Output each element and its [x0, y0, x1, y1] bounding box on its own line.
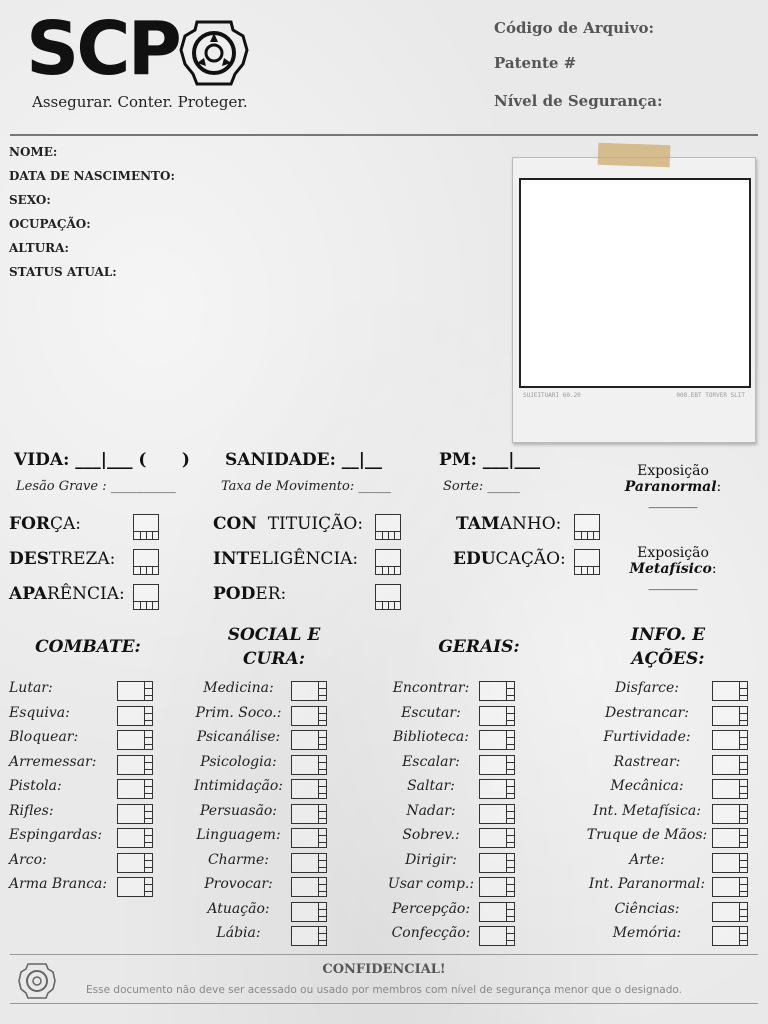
vida-field: VIDA: ___|___ ( ) — [14, 450, 190, 470]
skill-label-gerais: Nadar: — [406, 803, 456, 819]
status-label: STATUS ATUAL: — [9, 265, 117, 279]
skill-label-combate: Esquiva: — [9, 705, 70, 721]
skill-box-combate[interactable] — [117, 853, 153, 873]
photo-caption-left: SUJEITUARI 60.20 — [523, 392, 581, 399]
confidential-text: Esse documento não deve ser acessado ou usado por membros com nível de segurança menor que o designado. — [86, 984, 682, 996]
skill-label-social: Atuação: — [207, 901, 270, 917]
pm-field: PM: ___|___ — [439, 450, 540, 470]
skill-label-social: Charme: — [207, 852, 270, 868]
skill-box-info[interactable] — [712, 828, 748, 848]
skill-label-social: Intimidação: — [193, 778, 284, 794]
luck-field: Sorte: _____ — [443, 479, 520, 494]
skill-box-gerais[interactable] — [479, 730, 515, 750]
destreza-box[interactable] — [133, 549, 159, 575]
skill-box-gerais[interactable] — [479, 804, 515, 824]
photo-caption-right: 008.EBT TORVER SLIT — [676, 392, 745, 399]
security-level-label: Nível de Segurança: — [494, 92, 663, 110]
skill-box-combate[interactable] — [117, 730, 153, 750]
aparencia-label: APARÊNCIA: — [9, 584, 125, 604]
confidential-title: CONFIDENCIAL! — [322, 962, 446, 977]
inteligencia-label: INTELIGÊNCIA: — [213, 549, 359, 569]
skill-box-gerais[interactable] — [479, 706, 515, 726]
skill-label-combate: Arremessar: — [9, 754, 97, 770]
skill-label-social: Medicina: — [203, 680, 274, 696]
skill-label-info: Arte: — [629, 852, 665, 868]
skill-box-social[interactable] — [291, 828, 327, 848]
skill-label-social: Persuasão: — [200, 803, 277, 819]
sanidade-field: SANIDADE: __|__ — [225, 450, 382, 470]
skill-label-gerais: Dirigir: — [405, 852, 457, 868]
skill-box-combate[interactable] — [117, 706, 153, 726]
forca-box[interactable] — [133, 514, 159, 540]
tagline: Assegurar. Conter. Proteger. — [32, 93, 248, 111]
skill-box-gerais[interactable] — [479, 755, 515, 775]
skill-box-social[interactable] — [291, 681, 327, 701]
skill-box-combate[interactable] — [117, 755, 153, 775]
skill-label-social: Linguagem: — [196, 827, 281, 843]
skill-box-gerais[interactable] — [479, 779, 515, 799]
skill-label-combate: Arco: — [9, 852, 47, 868]
exposure-metafisico: Exposição Metafísico: _______ — [629, 545, 717, 591]
tape-strip — [598, 143, 671, 167]
skill-box-gerais[interactable] — [479, 902, 515, 922]
skill-box-social[interactable] — [291, 902, 327, 922]
skill-label-social: Provocar: — [204, 876, 273, 892]
skill-box-info[interactable] — [712, 730, 748, 750]
skill-label-info: Int. Paranormal: — [588, 876, 706, 892]
skill-label-combate: Lutar: — [9, 680, 53, 696]
skill-box-info[interactable] — [712, 853, 748, 873]
birth-date-label: DATA DE NASCIMENTO: — [9, 169, 175, 183]
skill-label-info: Furtividade: — [603, 729, 691, 745]
poder-label: PODER: — [213, 584, 287, 604]
skill-label-gerais: Confecção: — [391, 925, 471, 941]
skill-label-combate: Arma Branca: — [9, 876, 108, 892]
skill-label-gerais: Percepção: — [391, 901, 471, 917]
skill-label-combate: Pistola: — [9, 778, 62, 794]
skill-label-gerais: Escutar: — [401, 705, 461, 721]
educacao-box[interactable] — [574, 549, 600, 575]
skill-box-combate[interactable] — [117, 779, 153, 799]
skill-box-info[interactable] — [712, 779, 748, 799]
skill-box-info[interactable] — [712, 681, 748, 701]
skill-label-gerais: Sobrev.: — [402, 827, 460, 843]
skill-box-social[interactable] — [291, 706, 327, 726]
sex-label: SEXO: — [9, 193, 51, 207]
skill-box-social[interactable] — [291, 853, 327, 873]
skill-box-social[interactable] — [291, 804, 327, 824]
skill-box-info[interactable] — [712, 877, 748, 897]
skill-box-info[interactable] — [712, 804, 748, 824]
skill-label-gerais: Encontrar: — [392, 680, 470, 696]
skill-label-info: Destrancar: — [605, 705, 689, 721]
skill-box-gerais[interactable] — [479, 681, 515, 701]
tamanho-label: TAMANHO: — [456, 514, 562, 534]
lesao-grave-field: Lesão Grave : __________ — [16, 479, 176, 494]
skill-label-social: Psicanálise: — [196, 729, 281, 745]
scp-logo-text: SCP — [26, 6, 179, 92]
skill-box-combate[interactable] — [117, 804, 153, 824]
skill-box-combate[interactable] — [117, 681, 153, 701]
footer-divider-bottom — [10, 1003, 758, 1004]
skill-label-combate: Espingardas: — [9, 827, 103, 843]
educacao-label: EDUCAÇÃO: — [453, 549, 566, 569]
skill-box-info[interactable] — [712, 755, 748, 775]
category-gerais: GERAIS: — [438, 637, 520, 657]
skill-label-info: Mecânica: — [610, 778, 684, 794]
forca-label: FORÇA: — [9, 514, 82, 534]
skill-box-social[interactable] — [291, 877, 327, 897]
skill-box-social[interactable] — [291, 926, 327, 946]
skill-box-social[interactable] — [291, 730, 327, 750]
skill-box-info[interactable] — [712, 926, 748, 946]
skill-label-info: Memória: — [612, 925, 682, 941]
movement-rate-field: Taxa de Movimento: _____ — [221, 479, 391, 494]
photo-area[interactable] — [519, 178, 751, 388]
skill-label-info: Disfarce: — [615, 680, 679, 696]
skill-box-info[interactable] — [712, 902, 748, 922]
constituicao-label: CON TITUIÇÃO: — [213, 514, 364, 534]
occupation-label: OCUPAÇÃO: — [9, 217, 91, 231]
header-divider — [10, 134, 758, 136]
skill-label-gerais: Usar comp.: — [387, 876, 475, 892]
category-info: INFO. E AÇÕES: — [630, 625, 706, 669]
skill-box-info[interactable] — [712, 706, 748, 726]
skill-box-combate[interactable] — [117, 877, 153, 897]
aparencia-box[interactable] — [133, 584, 159, 610]
name-label: NOME: — [9, 145, 58, 159]
footer-divider-top — [10, 954, 758, 955]
skill-label-social: Lábia: — [216, 925, 261, 941]
skill-label-social: Psicologia: — [200, 754, 277, 770]
poder-box[interactable] — [375, 584, 401, 610]
skill-box-gerais[interactable] — [479, 853, 515, 873]
skill-label-gerais: Escalar: — [402, 754, 460, 770]
file-code-label: Código de Arquivo: — [494, 19, 654, 37]
scp-emblem-icon — [177, 18, 251, 88]
skill-label-gerais: Saltar: — [407, 778, 455, 794]
height-label: ALTURA: — [9, 241, 69, 255]
skill-box-social[interactable] — [291, 779, 327, 799]
skill-label-combate: Bloquear: — [9, 729, 79, 745]
photo-frame — [512, 157, 756, 443]
exposure-paranormal: Exposição Paranormal: _______ — [624, 463, 722, 509]
skill-box-gerais[interactable] — [479, 926, 515, 946]
rank-label: Patente # — [494, 54, 577, 72]
category-combate: COMBATE: — [35, 637, 141, 657]
tamanho-box[interactable] — [574, 514, 600, 540]
skill-label-info: Rastrear: — [613, 754, 681, 770]
skill-box-social[interactable] — [291, 755, 327, 775]
skill-label-combate: Rifles: — [9, 803, 54, 819]
category-social: SOCIAL E CURA: — [227, 625, 321, 669]
skill-label-info: Ciências: — [614, 901, 680, 917]
skill-box-gerais[interactable] — [479, 877, 515, 897]
skill-label-social: Prim. Soco.: — [195, 705, 282, 721]
skill-label-gerais: Biblioteca: — [393, 729, 469, 745]
constituicao-box[interactable] — [375, 514, 401, 540]
inteligencia-box[interactable] — [375, 549, 401, 575]
skill-box-gerais[interactable] — [479, 828, 515, 848]
skill-box-combate[interactable] — [117, 828, 153, 848]
skill-label-info: Truque de Mãos: — [586, 827, 708, 843]
skill-label-info: Int. Metafísica: — [593, 803, 701, 819]
destreza-label: DESTREZA: — [9, 549, 116, 569]
